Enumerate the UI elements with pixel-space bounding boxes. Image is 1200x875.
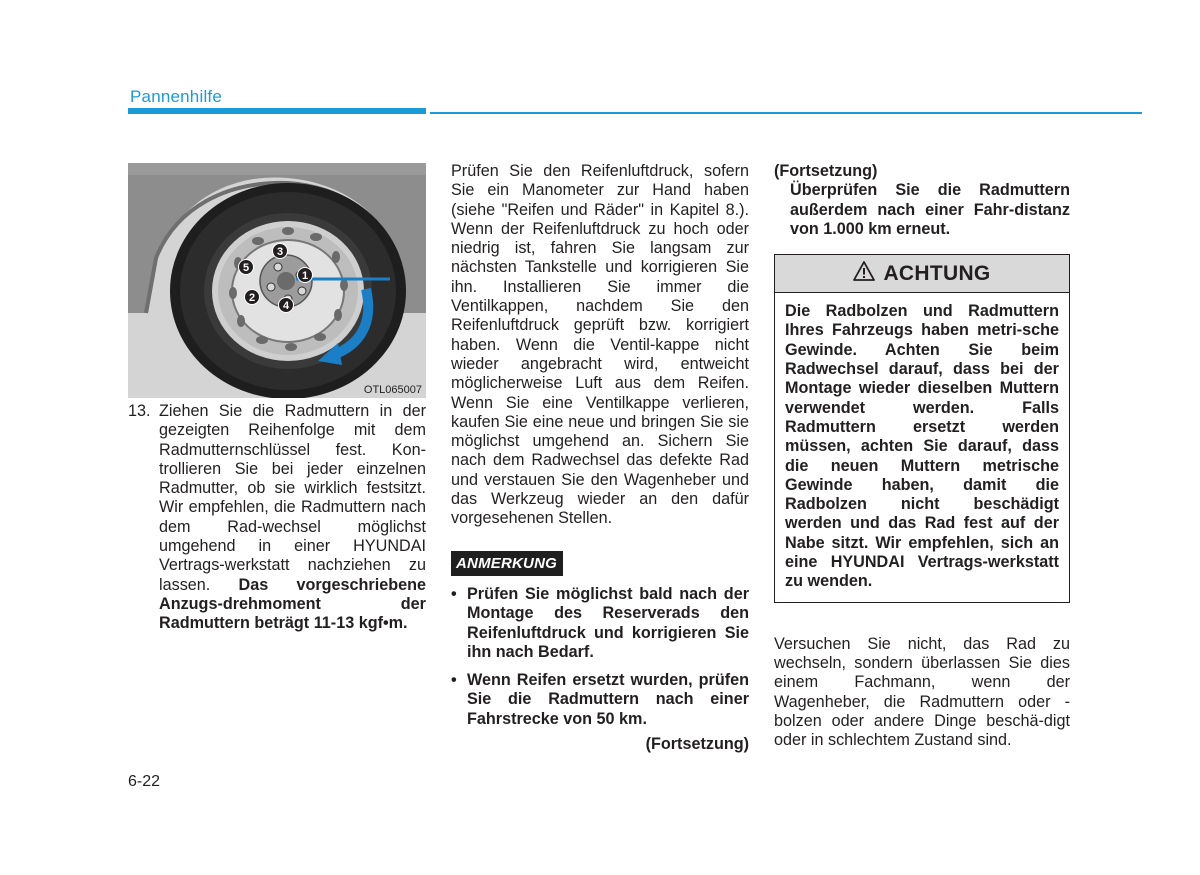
nut-label-2: 2 bbox=[248, 292, 256, 304]
warning-header bbox=[775, 255, 1069, 293]
step-text: Ziehen Sie die Radmuttern in der gezeigten Reihenfolge mit dem Radmutternschlüssel fest. Kon-trollieren Sie bei jeder einzelnen Radmutter, ob sie wirklich festsitzt. Wir empfehlen, die Radmuttern nach dem Rad-wechsel möglichst umgehend in einer HYUNDAI Vertrags-werkstatt nachziehen zu lassen. bbox=[159, 402, 426, 594]
figure-code: OTL065007 bbox=[363, 384, 422, 396]
step-13 bbox=[128, 402, 426, 634]
wheel-illustration bbox=[128, 163, 426, 398]
column-two bbox=[451, 162, 749, 754]
step-body bbox=[159, 402, 426, 634]
tire-pressure-paragraph: Prüfen Sie den Reifenluftdruck, sofern Sie ein Manometer zur Hand haben (siehe "Reifen und Räder" in Kapitel 8.). Wenn der Reifenluftdruck zu hoch oder niedrig ist, fahren Sie langsam zur nächsten Tankstelle und korrigieren Sie ihn. Installieren Sie immer die Ventilkappen, nachdem Sie den Reifenluftdruck geprüft bzw. korrigiert haben. Wenn die Ventil-kappe nicht wieder angebracht wird, entweicht möglicherweise Luft aus dem Reifen. Wenn Sie eine Ventilkappe verlieren, kaufen Sie eine neue und bringen Sie sie möglichst umgehend an. Sichern Sie nach dem Radwechsel das defekte Rad und verstauen Sie den Wagenheber und das Werkzeug wieder an den dafür vorgesehenen Stellen. bbox=[451, 162, 749, 528]
note-bullet bbox=[451, 585, 749, 662]
nut-label-1: 1 bbox=[301, 270, 309, 282]
warning-text: Die Radbolzen und Radmuttern Ihres Fahrzeugs haben metri-sche Gewinde. Achten Sie beim Radwechsel darauf, dass bei der Montage wieder dieselben Muttern verwendet werden. Falls Radmuttern ersetzt werden müssen, achten Sie darauf, dass die neuen Muttern metrische Gewinde haben, damit die Radbolzen nicht beschädigt werden und das Rad fest auf der Nabe sitzt. Wir empfehlen, sich an eine HYUNDAI Vertrags-werkstatt zu wenden. bbox=[785, 302, 1059, 591]
note-label: ANMERKUNG bbox=[451, 551, 563, 576]
nut-label-5: 5 bbox=[242, 262, 250, 274]
section-title: Pannenhilfe bbox=[130, 87, 222, 106]
step-number: 13. bbox=[128, 402, 151, 420]
continued-label: (Fortsetzung) bbox=[645, 735, 749, 754]
warning-title: ACHTUNG bbox=[883, 262, 991, 286]
bullet-mark: • bbox=[451, 584, 457, 603]
column-three bbox=[774, 162, 1070, 750]
note-bullet-text: Wenn Reifen ersetzt wurden, prüfen Sie die Radmuttern nach einer Fahrstrecke von 50 km. bbox=[467, 671, 749, 728]
nut-label-3: 3 bbox=[276, 246, 284, 258]
warning-box bbox=[774, 254, 1070, 602]
note-bullet-text: Prüfen Sie möglichst bald nach der Montage des Reserverads den Reifenluftdruck und korrigieren Sie ihn nach Bedarf. bbox=[467, 584, 749, 661]
bullet-mark: • bbox=[451, 671, 457, 690]
lead-text: Überprüfen Sie die Radmuttern außerdem nach einer Fahr-distanz von 1.000 km erneut. bbox=[790, 181, 1070, 238]
note-bullet bbox=[451, 671, 749, 729]
header-rule-thick bbox=[128, 108, 426, 114]
warning-triangle-icon bbox=[853, 261, 875, 286]
page-number: 6-22 bbox=[128, 773, 161, 790]
torque-spec: Das vorgeschriebene Anzugs-drehmoment der Radmuttern beträgt 11-13 kgf•m. bbox=[159, 575, 427, 633]
header-rule-thin bbox=[430, 112, 1142, 114]
final-paragraph: Versuchen Sie nicht, das Rad zu wechseln, sondern überlassen Sie dies einem Fachmann, wenn der Wagenheber, die Radmuttern oder -bolzen oder andere Dinge beschä-digt oder in schlechtem Zustand sind. bbox=[774, 634, 1070, 750]
continued-heading: (Fortsetzung) bbox=[774, 162, 878, 180]
nut-label-4: 4 bbox=[282, 300, 290, 312]
